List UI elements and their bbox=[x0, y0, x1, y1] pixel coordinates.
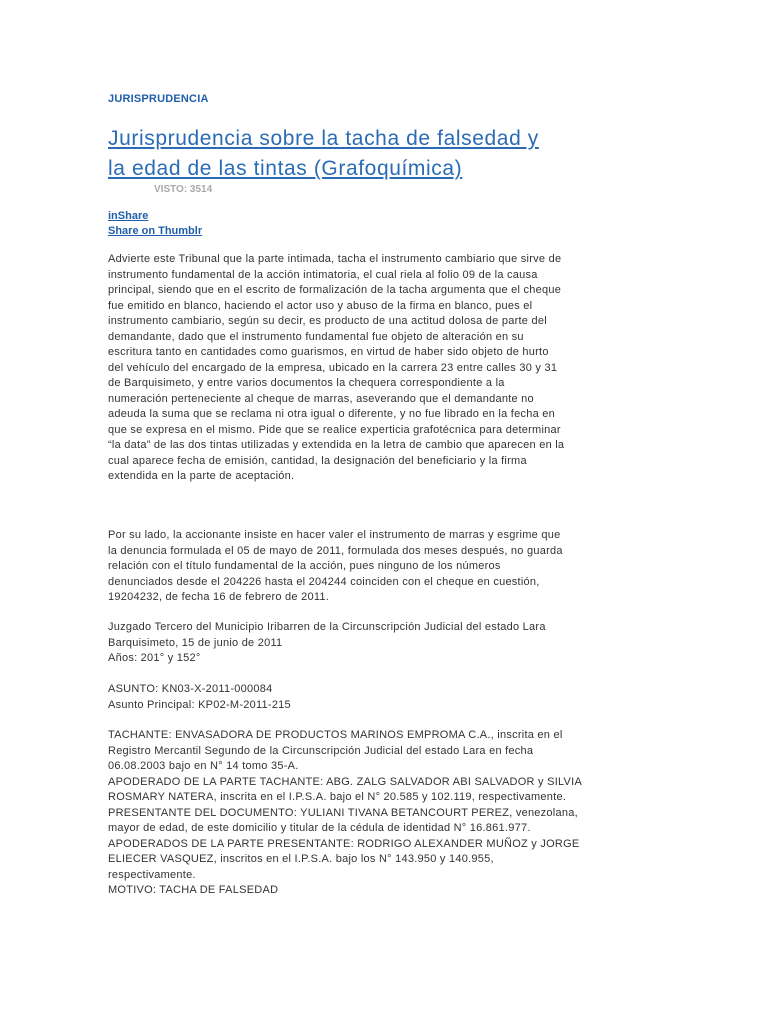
text-line: la denuncia formulada el 05 de mayo de 2011, formulada dos meses después, no guarda bbox=[108, 544, 563, 557]
text-line: respectivamente. bbox=[108, 868, 196, 881]
text-line: relación con el título fundamental de la acción, pues ninguno de los números bbox=[108, 560, 501, 572]
court-header bbox=[108, 620, 668, 667]
text-line: del vehículo del encargado de la empresa, ubicado en la carrera 23 entre calles 30 y 31 bbox=[108, 361, 558, 374]
text-line: Advierte este Tribunal que la parte intimada, tacha el instrumento cambiario que sirve de bbox=[108, 253, 562, 265]
case-numbers bbox=[108, 682, 668, 713]
text-line: ELIECER VASQUEZ, inscritos en el I.P.S.A. bajo los N° 143.950 y 140.955, bbox=[108, 853, 494, 865]
asunto-number: ASUNTO: KN03-X-2011-000084 bbox=[108, 683, 273, 695]
text-line: instrumento cambiario, según su decir, es producto de una actitud dolosa de parte del bbox=[108, 315, 547, 327]
text-line: denunciados desde el 204226 hasta el 204244 coinciden con el cheque en cuestión, bbox=[108, 575, 540, 588]
court-years: Años: 201° y 152° bbox=[108, 652, 201, 664]
motivo-line: MOTIVO: TACHA DE FALSEDAD bbox=[108, 884, 279, 896]
text-line: adeuda la suma que se reclama ni otra igual o diferente, y no fue librado en la fecha en bbox=[108, 408, 555, 420]
article-title[interactable] bbox=[108, 124, 668, 184]
text-line: PRESENTANTE DEL DOCUMENTO: YULIANI TIVANA BETANCOURT PEREZ, venezolana, bbox=[108, 806, 578, 819]
text-line: “la data” de las dos tintas utilizadas y extendida en la letra de cambio que aparecen en la bbox=[108, 439, 565, 451]
text-line: 19204232, de fecha 16 de febrero de 2011. bbox=[108, 591, 330, 603]
asunto-principal: Asunto Principal: KP02-M-2011-215 bbox=[108, 698, 291, 711]
text-line: mayor de edad, de este domicilio y titular de la cédula de identidad N° 16.861.977. bbox=[108, 822, 531, 834]
text-line: numeración perteneciente al cheque de marras, aseverando que el demandante no bbox=[108, 392, 534, 405]
court-name: Juzgado Tercero del Municipio Iribarren de la Circunscripción Judicial del estado Lara bbox=[108, 621, 546, 633]
text-line: ROSMARY NATERA, inscrita en el I.P.S.A. bajo el N° 20.585 y 102.119, respectivamente. bbox=[108, 791, 567, 803]
text-line: TACHANTE: ENVASADORA DE PRODUCTOS MARINOS EMPROMA C.A., inscrita en el bbox=[108, 729, 563, 741]
parties-block bbox=[108, 728, 668, 899]
text-line: cual aparece fecha de emisión, cantidad, la designación del beneficiario y la firma bbox=[108, 454, 527, 467]
text-line: de Barquisimeto, y entre varios documentos la chequera correspondiente a la bbox=[108, 377, 505, 389]
text-line: principal, siendo que en el escrito de formalización de la tacha argumenta que el cheque bbox=[108, 284, 562, 296]
title-line: la edad de las tintas (Grafoquímica) bbox=[108, 157, 463, 180]
inshare-link[interactable]: inShare bbox=[108, 210, 149, 222]
text-line: fue emitido en blanco, haciendo el actor uso y abuso de la firma en blanco, pues el bbox=[108, 299, 533, 312]
text-line: Por su lado, la accionante insiste en hacer valer el instrumento de marras y esgrime que bbox=[108, 529, 561, 541]
category-link[interactable]: JURISPRUDENCIA bbox=[108, 93, 209, 105]
share-links bbox=[108, 209, 202, 239]
text-line: escritura tanto en cantidades como guarismos, en virtud de haber sido objeto de hurto bbox=[108, 346, 549, 358]
text-line: demandante, dado que el instrumento fundamental fue objeto de alteración en su bbox=[108, 330, 524, 343]
view-count: VISTO: 3514 bbox=[154, 184, 213, 195]
share-tumblr-link[interactable]: Share on Thumblr bbox=[108, 225, 203, 237]
text-line: Registro Mercantil Segundo de la Circunscripción Judicial del estado Lara en fecha bbox=[108, 744, 534, 757]
paragraph-accionante bbox=[108, 528, 668, 606]
text-line: que se expresa en el mismo. Pide que se realice experticia grafotécnica para determinar bbox=[108, 423, 561, 436]
court-date: Barquisimeto, 15 de junio de 2011 bbox=[108, 636, 283, 649]
text-line: APODERADO DE LA PARTE TACHANTE: ABG. ZALG SALVADOR ABI SALVADOR y SILVIA bbox=[108, 775, 583, 788]
paragraph-tacha bbox=[108, 252, 668, 485]
text-line: instrumento fundamental de la acción intimatoria, el cual riela al folio 09 de la causa bbox=[108, 268, 538, 281]
text-line: extendida en la parte de aceptación. bbox=[108, 470, 295, 482]
title-line: Jurisprudencia sobre la tacha de falsedad y bbox=[108, 127, 539, 150]
text-line: 06.08.2003 bajo en N° 14 tomo 35-A. bbox=[108, 760, 299, 772]
text-line: APODERADOS DE LA PARTE PRESENTANTE: RODRIGO ALEXANDER MUÑOZ y JORGE bbox=[108, 837, 580, 850]
